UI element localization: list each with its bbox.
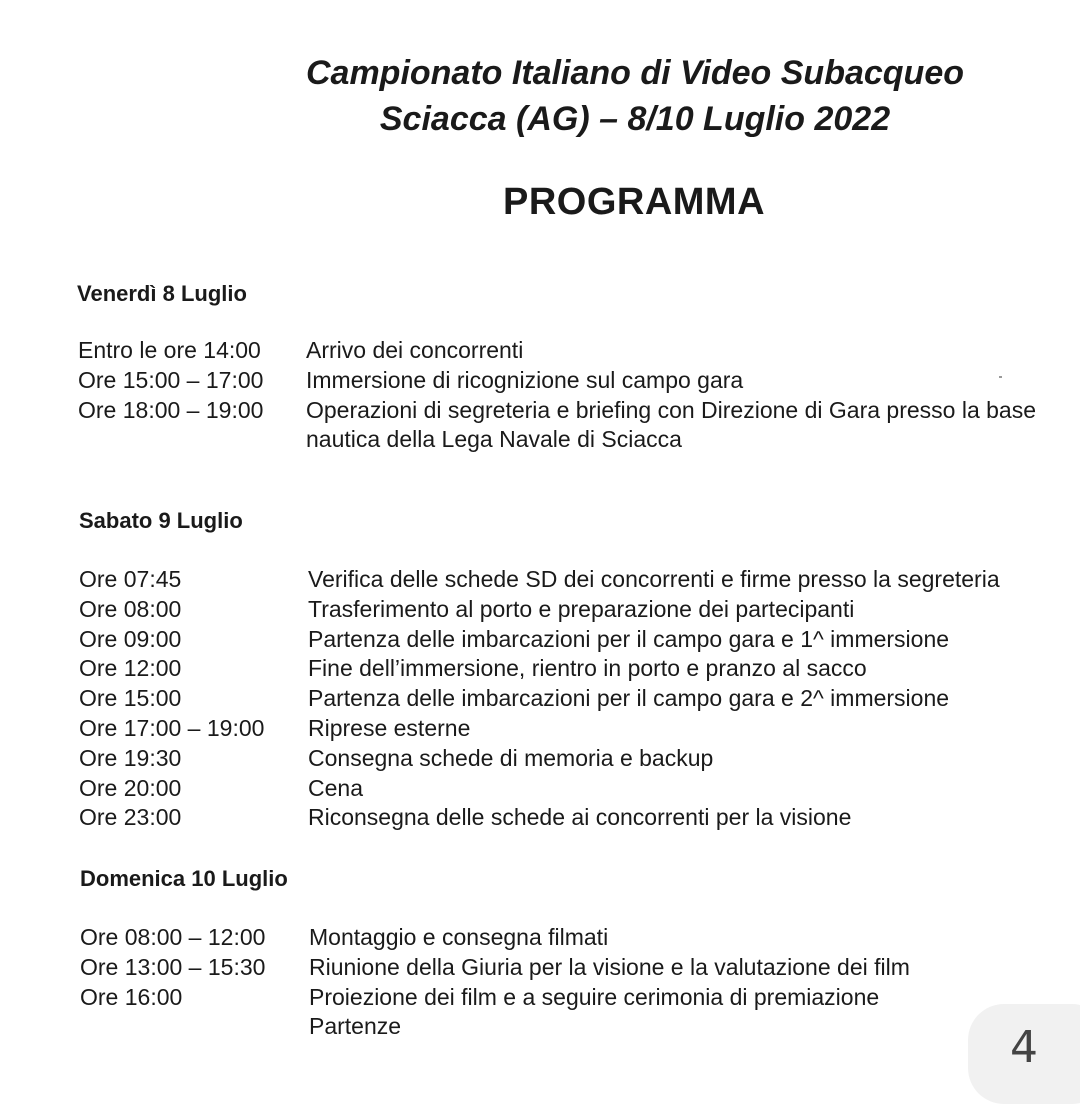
day-title-sunday: Domenica 10 Luglio [80,866,288,891]
schedule-saturday [79,565,1000,833]
day-title-friday: Venerdì 8 Luglio [77,281,247,306]
event-description: Fine dell’immersione, rientro in porto e pranzo al sacco [308,655,867,682]
event-row [79,774,1000,804]
event-description-continued: nautica della Lega Navale di Sciacca [306,426,682,453]
event-row [78,336,1036,366]
event-row [78,396,1036,426]
event-description: Arrivo dei concorrenti [306,337,524,363]
event-description: Riunione della Giuria per la visione e la valutazione dei film [309,953,910,980]
event-description: Partenza delle imbarcazioni per il campo gara e 2^ immersione [308,685,950,712]
event-row [79,625,1000,655]
event-description: Cena [308,774,363,801]
programme-heading: PROGRAMMA [502,181,766,223]
event-time: Ore 08:00 – 12:00 [80,924,266,950]
title-line-2: Sciacca (AG) – 8/10 Luglio 2022 [379,100,891,138]
event-time: Ore 19:30 [79,744,182,771]
event-row [78,366,1036,396]
event-row [79,684,1000,714]
event-time: Ore 12:00 [79,655,182,682]
event-row [80,923,910,953]
event-time: Ore 08:00 [79,595,182,622]
event-row [79,654,1000,684]
event-description: Operazioni di segreteria e briefing con Direzione di Gara presso la base [306,396,1037,423]
event-time: Entro le ore 14:00 [78,337,261,363]
event-row [79,595,1000,625]
event-row [79,565,1000,595]
event-time: Ore 16:00 [80,983,183,1010]
event-description: Proiezione dei film e a seguire cerimonia di premiazione [309,983,880,1010]
event-row [79,714,1000,744]
document-title [0,50,1080,142]
event-description: Consegna schede di memoria e backup [308,744,714,771]
event-description: Immersione di ricognizione sul campo gara [306,366,744,393]
event-time: Ore 18:00 – 19:00 [78,396,264,423]
event-row [80,953,910,983]
event-description: Montaggio e consegna filmati [309,924,609,950]
event-row-continuation [78,425,1036,455]
event-time: Ore 09:00 [79,625,182,652]
event-description: Riconsegna delle schede ai concorrenti per la visione [308,804,852,831]
event-time: Ore 20:00 [79,774,182,801]
event-row [79,744,1000,774]
event-description: Riprese esterne [308,714,471,741]
event-row [80,983,910,1013]
event-time: Ore 15:00 – 17:00 [78,366,264,393]
event-row [79,803,1000,833]
event-description: Partenza delle imbarcazioni per il campo gara e 1^ immersione [308,625,950,652]
title-line-1: Campionato Italiano di Video Subacqueo [305,54,965,92]
event-time: Ore 23:00 [79,804,182,831]
day-title-saturday: Sabato 9 Luglio [79,508,243,533]
event-time: Ore 07:45 [79,566,182,592]
event-time: Ore 15:00 [79,685,182,712]
event-description: Trasferimento al porto e preparazione dei partecipanti [308,595,855,622]
event-row-continuation [80,1012,910,1042]
schedule-friday [78,336,1036,455]
schedule-sunday [80,923,910,1042]
event-description: Verifica delle schede SD dei concorrenti e firme presso la segreteria [308,566,1000,592]
event-time: Ore 17:00 – 19:00 [79,714,265,741]
scan-speck [999,376,1002,378]
event-time: Ore 13:00 – 15:30 [80,953,266,980]
event-description-continued: Partenze [309,1013,402,1040]
page-number: 4 [1010,1022,1038,1073]
